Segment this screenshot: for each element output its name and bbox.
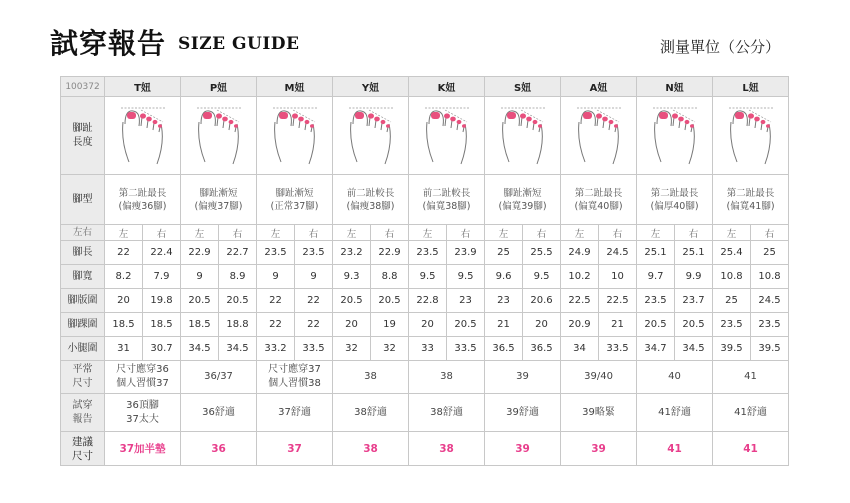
row-label-instep: 腳版圍 [61,289,105,313]
measure-value: 22.8 [409,289,447,313]
text-line: 38舒適 [354,406,387,418]
measure-value: 34.5 [675,337,713,361]
measure-value: 20 [105,289,143,313]
recommended-size: 37 [257,432,333,466]
foot-type [561,175,637,225]
text-line: 41舒適 [734,406,767,418]
recommended-size: 39 [561,432,637,466]
text-line: 個人習慣38 [268,378,321,389]
measure-value: 36.5 [485,337,523,361]
measure-value: 9.7 [637,265,675,289]
measure-value: 9.9 [675,265,713,289]
measure-value: 23.5 [713,313,751,337]
trial-report [181,394,257,432]
measure-row-foot-length [61,241,789,265]
foot-type [409,175,485,225]
row-label-usual_size [61,361,105,394]
measure-value: 22.5 [561,289,599,313]
trial-report [561,394,637,432]
toe-row [61,97,789,175]
usual-size [561,361,637,394]
measure-value: 20.5 [637,313,675,337]
measure-value: 23 [447,289,485,313]
measure-value: 22 [295,313,333,337]
measure-value: 20.9 [561,313,599,337]
text-line: 尺寸 [72,378,93,389]
measure-value: 20.5 [371,289,409,313]
right-label: 右 [371,225,409,241]
usual-size [637,361,713,394]
measure-value: 33.5 [295,337,333,361]
trial-report [637,394,713,432]
text-line: 第二趾最長 [650,187,699,199]
foot-toe-icon [723,102,779,170]
measure-value: 22.4 [143,241,181,265]
measure-value: 34.7 [637,337,675,361]
model-name: L妞 [713,77,789,97]
right-label: 右 [447,225,485,241]
toe-illustration [713,97,789,175]
row-label-toes [61,97,105,175]
row-label-ankle: 腳踝圍 [61,313,105,337]
text-line: (偏厚40腳) [650,200,699,212]
toe-illustration [485,97,561,175]
usual-size-row [61,361,789,394]
measure-value: 20.6 [523,289,561,313]
row-label-calf: 小腿圍 [61,337,105,361]
measure-row-foot-width [61,265,789,289]
measure-value: 30.7 [143,337,181,361]
text-line: (偏寬41腳) [726,200,775,212]
foot-toe-icon [191,102,247,170]
trial-report [257,394,333,432]
left-label: 左 [181,225,219,241]
text-line: 第二趾最長 [574,187,623,199]
measure-value: 25 [485,241,523,265]
left-right-row [61,225,789,241]
text-line: 36舒適 [202,406,235,418]
text-line: 建議 [72,435,93,448]
measure-value: 22 [105,241,143,265]
right-label: 右 [675,225,713,241]
measure-value: 7.9 [143,265,181,289]
text-line: 尺寸 [72,449,93,462]
toe-illustration [637,97,713,175]
text-line: 前二趾較長 [346,187,395,199]
left-label: 左 [561,225,599,241]
recommended-size: 41 [637,432,713,466]
measure-value: 34 [561,337,599,361]
measure-row-calf [61,337,789,361]
row-label-type: 腳型 [61,175,105,225]
measure-value: 18.5 [105,313,143,337]
measure-value: 9.5 [523,265,561,289]
toe-illustration [181,97,257,175]
toe-illustration [105,97,181,175]
recommended-size-row [61,432,789,466]
measure-value: 9.6 [485,265,523,289]
text-line: (偏瘦36腳) [118,200,167,212]
size-guide-table [60,76,789,466]
toe-illustration [409,97,485,175]
right-label: 右 [751,225,789,241]
text-line: (偏寬38腳) [422,200,471,212]
model-name: K妞 [409,77,485,97]
text-line: 39舒適 [506,406,539,418]
measure-value: 32 [371,337,409,361]
recommended-size: 39 [485,432,561,466]
product-code: 100372 [61,77,105,97]
measure-value: 39.5 [713,337,751,361]
right-label: 右 [599,225,637,241]
measure-value: 23.5 [257,241,295,265]
text-line: 41舒適 [658,406,691,418]
measure-value: 20.5 [181,289,219,313]
measure-value: 24.5 [599,241,637,265]
text-line: 36頂腳 [126,399,159,411]
foot-type [333,175,409,225]
measure-value: 10.2 [561,265,599,289]
measure-row-ankle [61,313,789,337]
foot-toe-icon [495,102,551,170]
measure-value: 22 [257,313,295,337]
model-name: M妞 [257,77,333,97]
left-label: 左 [485,225,523,241]
measure-value: 10.8 [713,265,751,289]
usual-size [409,361,485,394]
measure-value: 32 [333,337,371,361]
measure-value: 22.7 [219,241,257,265]
text-line: 前二趾較長 [422,187,471,199]
text-line: 36/37 [204,371,233,382]
measure-value: 9.5 [447,265,485,289]
measure-value: 25 [751,241,789,265]
text-line: 38舒適 [430,406,463,418]
header-row [61,77,789,97]
toe-illustration [333,97,409,175]
measure-value: 23.9 [447,241,485,265]
foot-toe-icon [647,102,703,170]
text-line: (偏瘦37腳) [194,200,243,212]
measure-value: 19 [371,313,409,337]
measure-value: 9.3 [333,265,371,289]
model-name: S妞 [485,77,561,97]
trial-report-row [61,394,789,432]
text-line: 尺寸應穿37 [268,364,321,375]
measure-value: 23 [485,289,523,313]
measure-value: 22.9 [371,241,409,265]
measure-value: 8.2 [105,265,143,289]
recommended-size: 36 [181,432,257,466]
text-line: 平常 [72,364,93,375]
text-line: 長度 [72,136,93,148]
measure-value: 22.5 [599,289,637,313]
measurement-unit: 測量單位（公分） [660,38,781,56]
model-name: A妞 [561,77,637,97]
measure-value: 20.5 [447,313,485,337]
right-label: 右 [219,225,257,241]
measure-value: 33.2 [257,337,295,361]
measure-value: 25.5 [523,241,561,265]
recommended-size: 37加半墊 [105,432,181,466]
text-line: 尺寸應穿36 [116,364,169,375]
text-line: 腳趾漸短 [275,187,314,199]
foot-type [713,175,789,225]
measure-value: 33.5 [447,337,485,361]
foot-type [485,175,561,225]
text-line: 37舒適 [278,406,311,418]
text-line: 腳趾漸短 [503,187,542,199]
usual-size [181,361,257,394]
trial-report [485,394,561,432]
foot-toe-icon [267,102,323,170]
foot-type [105,175,181,225]
foot-toe-icon [571,102,627,170]
text-line: 第二趾最長 [726,187,775,199]
left-label: 左 [257,225,295,241]
measure-value: 33.5 [599,337,637,361]
measure-value: 24.5 [751,289,789,313]
measure-row-instep [61,289,789,313]
model-name: N妞 [637,77,713,97]
measure-value: 34.5 [181,337,219,361]
toe-illustration [257,97,333,175]
foot-toe-icon [343,102,399,170]
measure-value: 9 [181,265,219,289]
recommended-size: 38 [409,432,485,466]
text-line: 個人習慣37 [116,378,169,389]
measure-value: 20.5 [333,289,371,313]
measure-value: 39.5 [751,337,789,361]
foot-type [257,175,333,225]
text-line: (偏瘦38腳) [346,200,395,212]
usual-size [713,361,789,394]
row-label-recommend [61,432,105,466]
text-line: 39 [516,371,529,382]
measure-value: 23.5 [637,289,675,313]
foot-type [181,175,257,225]
right-label: 右 [523,225,561,241]
row-label-foot_length: 腳長 [61,241,105,265]
measure-value: 25.1 [637,241,675,265]
measure-value: 20 [409,313,447,337]
left-label: 左 [713,225,751,241]
text-line: 39/40 [584,371,613,382]
measure-value: 34.5 [219,337,257,361]
right-label: 右 [295,225,333,241]
measure-value: 18.8 [219,313,257,337]
left-label: 左 [409,225,447,241]
measure-value: 31 [105,337,143,361]
text-line: 試穿 [72,399,93,411]
text-line: (偏寬39腳) [498,200,547,212]
measure-value: 20 [523,313,561,337]
measure-value: 36.5 [523,337,561,361]
measure-value: 18.5 [181,313,219,337]
measure-value: 25.4 [713,241,751,265]
trial-report [105,394,181,432]
measure-value: 24.9 [561,241,599,265]
recommended-size: 38 [333,432,409,466]
row-label-lr: 左右 [61,225,105,241]
foot-type-row [61,175,789,225]
measure-value: 19.8 [143,289,181,313]
text-line: 腳趾 [72,122,93,134]
text-line: 38 [364,371,377,382]
measure-value: 8.8 [371,265,409,289]
usual-size [485,361,561,394]
measure-value: 10.8 [751,265,789,289]
measure-value: 33 [409,337,447,361]
text-line: (偏寬40腳) [574,200,623,212]
row-label-trial [61,394,105,432]
row-label-foot_width: 腳寬 [61,265,105,289]
foot-type [637,175,713,225]
text-line: 報告 [72,413,93,425]
text-line: 39略緊 [582,406,615,418]
measure-value: 22 [295,289,333,313]
measure-value: 20 [333,313,371,337]
model-name: P妞 [181,77,257,97]
text-line: 37太大 [126,413,159,425]
foot-toe-icon [115,102,171,170]
model-name: T妞 [105,77,181,97]
measure-value: 20.5 [675,313,713,337]
right-label: 右 [143,225,181,241]
usual-size [257,361,333,394]
measure-value: 21 [599,313,637,337]
title-chinese: 試穿報告 [50,27,167,60]
text-line: 腳趾漸短 [199,187,238,199]
measure-value: 8.9 [219,265,257,289]
measure-value: 10 [599,265,637,289]
measure-value: 23.5 [409,241,447,265]
measure-value: 23.2 [333,241,371,265]
text-line: 40 [668,371,681,382]
trial-report [713,394,789,432]
usual-size [333,361,409,394]
measure-value: 22.9 [181,241,219,265]
measure-value: 18.5 [143,313,181,337]
usual-size [105,361,181,394]
left-label: 左 [637,225,675,241]
foot-toe-icon [419,102,475,170]
measure-value: 9 [295,265,333,289]
recommended-size: 41 [713,432,789,466]
measure-value: 23.5 [751,313,789,337]
measure-value: 25 [713,289,751,313]
left-label: 左 [105,225,143,241]
measure-value: 9.5 [409,265,447,289]
measure-value: 9 [257,265,295,289]
text-line: 38 [440,371,453,382]
text-line: 41 [744,371,757,382]
title-english: SIZE GUIDE [178,34,300,54]
text-line: (正常37腳) [270,200,319,212]
model-name: Y妞 [333,77,409,97]
left-label: 左 [333,225,371,241]
trial-report [409,394,485,432]
toe-illustration [561,97,637,175]
measure-value: 25.1 [675,241,713,265]
trial-report [333,394,409,432]
measure-value: 23.7 [675,289,713,313]
measure-value: 20.5 [219,289,257,313]
measure-value: 21 [485,313,523,337]
text-line: 第二趾最長 [118,187,167,199]
measure-value: 22 [257,289,295,313]
measure-value: 23.5 [295,241,333,265]
